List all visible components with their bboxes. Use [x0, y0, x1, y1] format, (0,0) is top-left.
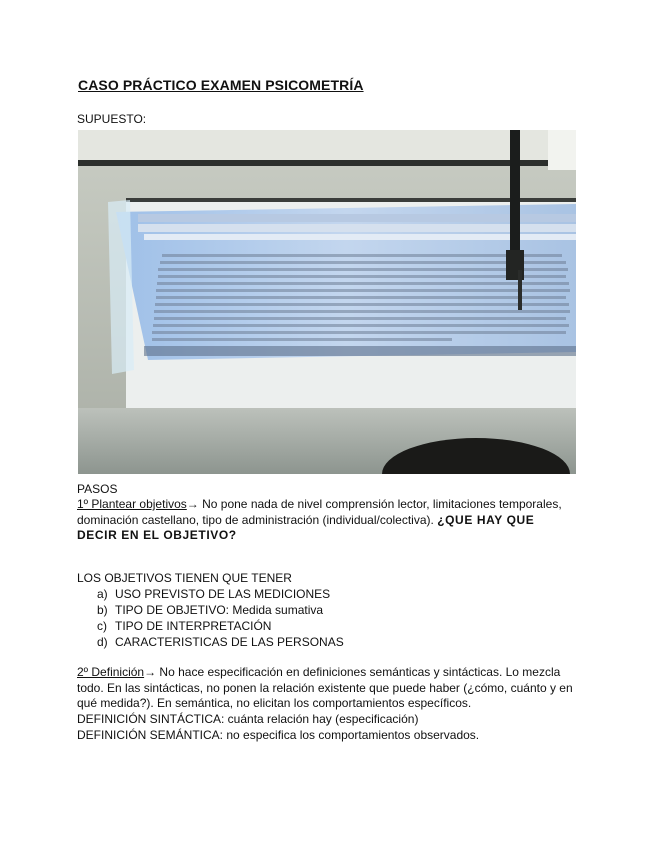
objectives-subheading: LOS OBJETIVOS TIENEN QUE TENER [77, 571, 292, 585]
list-item-text: TIPO DE OBJETIVO: Medida sumativa [115, 603, 324, 617]
step1-text: No pone nada de nivel comprensión lector, limitaciones temporales, dominación castellano, tipo de administración (individual/colectiva). [77, 497, 562, 527]
list-item [77, 587, 577, 603]
document-title: CASO PRÁCTICO EXAMEN PSICOMETRÍA [78, 77, 364, 93]
step2-text: No hace especificación en definiciones semánticas y sintácticas. Lo mezcla todo. En las sintácticas, no ponen la relación existente que puede haber (¿cómo, cuánto y en qué medida?). En semántica, no elicitan los comportamientos específicos. [77, 665, 573, 710]
step1-paragraph [77, 497, 577, 544]
list-item-text: TIPO DE INTERPRETACIÓN [115, 619, 272, 633]
definition-semantica: DEFINICIÓN SEMÁNTICA: no especifica los comportamientos observados. [77, 728, 480, 742]
list-item-text: CARACTERISTICAS DE LAS PERSONAS [115, 635, 344, 649]
list-item [77, 635, 577, 651]
supuesto-label: SUPUESTO: [77, 112, 147, 126]
arrow-icon: → [144, 665, 157, 679]
step1-heading: 1º Plantear objetivos [77, 497, 187, 511]
step2-heading: 2º Definición [77, 665, 145, 679]
list-item [77, 619, 577, 635]
list-marker: d) [97, 635, 108, 649]
list-marker: c) [97, 619, 107, 633]
list-marker: b) [97, 603, 108, 617]
step2-paragraph [77, 665, 577, 712]
list-item [77, 603, 577, 619]
objectives-list [77, 587, 577, 651]
classroom-projection-photo [78, 130, 576, 474]
list-item-text: USO PREVISTO DE LAS MEDICIONES [115, 587, 331, 601]
pasos-label: PASOS [77, 482, 118, 496]
step1-question: ¿QUE HAY QUE DECIR EN EL OBJETIVO? [77, 512, 535, 542]
arrow-icon: → [186, 497, 199, 511]
list-marker: a) [97, 587, 108, 601]
definition-sintactica: DEFINICIÓN SINTÁCTICA: cuánta relación hay (especificación) [77, 712, 419, 726]
